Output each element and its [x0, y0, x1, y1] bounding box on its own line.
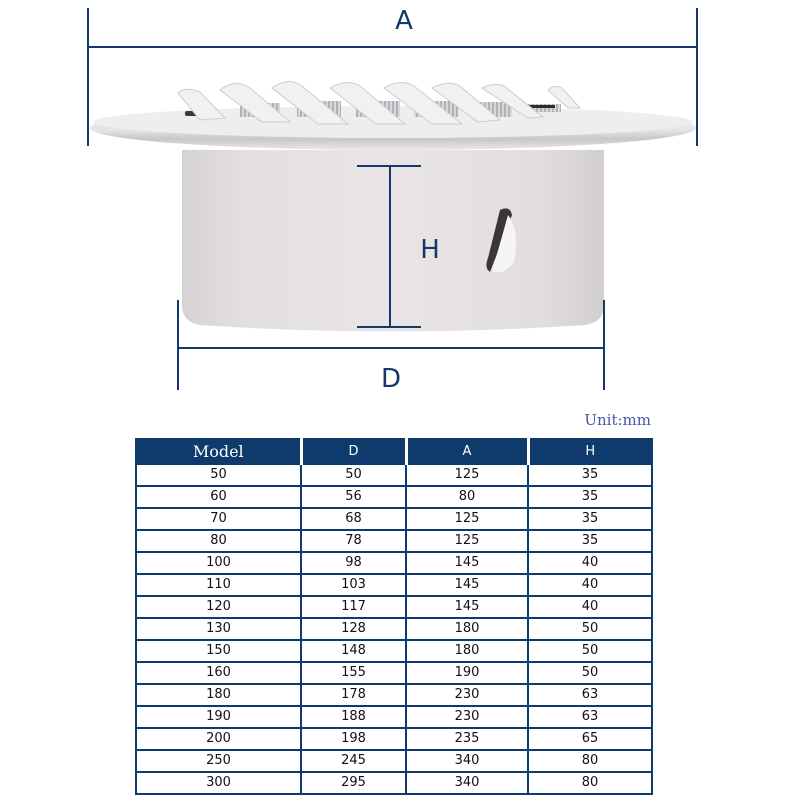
table-row — [136, 640, 652, 662]
cell-h: 63 — [528, 706, 652, 728]
cell-a: 125 — [406, 464, 528, 486]
cell-model: 200 — [136, 728, 301, 750]
cell-h: 40 — [528, 552, 652, 574]
cell-a: 230 — [406, 706, 528, 728]
cell-a: 145 — [406, 552, 528, 574]
cell-model: 300 — [136, 772, 301, 794]
cell-model: 60 — [136, 486, 301, 508]
table-row — [136, 706, 652, 728]
cell-d: 98 — [301, 552, 406, 574]
cell-model: 160 — [136, 662, 301, 684]
cell-a: 125 — [406, 508, 528, 530]
cell-a: 145 — [406, 574, 528, 596]
dimension-a-label: A — [395, 6, 413, 36]
cell-h: 35 — [528, 486, 652, 508]
table-row — [136, 684, 652, 706]
table-row — [136, 662, 652, 684]
cell-model: 110 — [136, 574, 301, 596]
column-header-d: D — [301, 439, 406, 464]
cell-model: 100 — [136, 552, 301, 574]
cell-h: 63 — [528, 684, 652, 706]
cell-a: 235 — [406, 728, 528, 750]
cell-model: 250 — [136, 750, 301, 772]
cell-a: 340 — [406, 772, 528, 794]
cell-d: 155 — [301, 662, 406, 684]
cell-a: 190 — [406, 662, 528, 684]
cell-h: 35 — [528, 530, 652, 552]
cell-model: 190 — [136, 706, 301, 728]
column-header-model: Model — [136, 439, 301, 464]
table-row — [136, 574, 652, 596]
table-row — [136, 464, 652, 486]
dimension-d-label: D — [380, 364, 402, 394]
specification-table — [135, 438, 653, 795]
cell-model: 80 — [136, 530, 301, 552]
cell-h: 35 — [528, 464, 652, 486]
cell-h: 40 — [528, 596, 652, 618]
cell-d: 188 — [301, 706, 406, 728]
cell-d: 148 — [301, 640, 406, 662]
cell-d: 117 — [301, 596, 406, 618]
cell-model: 70 — [136, 508, 301, 530]
column-header-a: A — [406, 439, 528, 464]
table-row — [136, 596, 652, 618]
cell-a: 180 — [406, 640, 528, 662]
cell-a: 340 — [406, 750, 528, 772]
cell-model: 150 — [136, 640, 301, 662]
cell-d: 128 — [301, 618, 406, 640]
cell-d: 178 — [301, 684, 406, 706]
cell-d: 50 — [301, 464, 406, 486]
cell-h: 50 — [528, 640, 652, 662]
table-row — [136, 728, 652, 750]
cell-a: 80 — [406, 486, 528, 508]
table-row — [136, 486, 652, 508]
cell-h: 65 — [528, 728, 652, 750]
table-row — [136, 618, 652, 640]
cell-model: 180 — [136, 684, 301, 706]
cell-model: 130 — [136, 618, 301, 640]
cell-d: 245 — [301, 750, 406, 772]
cell-h: 40 — [528, 574, 652, 596]
cell-h: 50 — [528, 618, 652, 640]
table-row — [136, 750, 652, 772]
cell-model: 120 — [136, 596, 301, 618]
table-row — [136, 772, 652, 794]
cell-a: 230 — [406, 684, 528, 706]
unit-label: Unit:mm — [584, 411, 651, 429]
cell-model: 50 — [136, 464, 301, 486]
cell-d: 295 — [301, 772, 406, 794]
table-row — [136, 552, 652, 574]
dimension-h-label: H — [420, 235, 440, 265]
table-row — [136, 530, 652, 552]
cell-h: 50 — [528, 662, 652, 684]
cell-h: 35 — [528, 508, 652, 530]
table-header-row — [136, 439, 652, 464]
cell-a: 145 — [406, 596, 528, 618]
cell-a: 125 — [406, 530, 528, 552]
cell-d: 103 — [301, 574, 406, 596]
column-header-h: H — [528, 439, 652, 464]
cell-h: 80 — [528, 772, 652, 794]
cell-a: 180 — [406, 618, 528, 640]
cell-h: 80 — [528, 750, 652, 772]
cell-d: 56 — [301, 486, 406, 508]
vent-body — [182, 150, 604, 332]
table-row — [136, 508, 652, 530]
cell-d: 78 — [301, 530, 406, 552]
cell-d: 198 — [301, 728, 406, 750]
cell-d: 68 — [301, 508, 406, 530]
